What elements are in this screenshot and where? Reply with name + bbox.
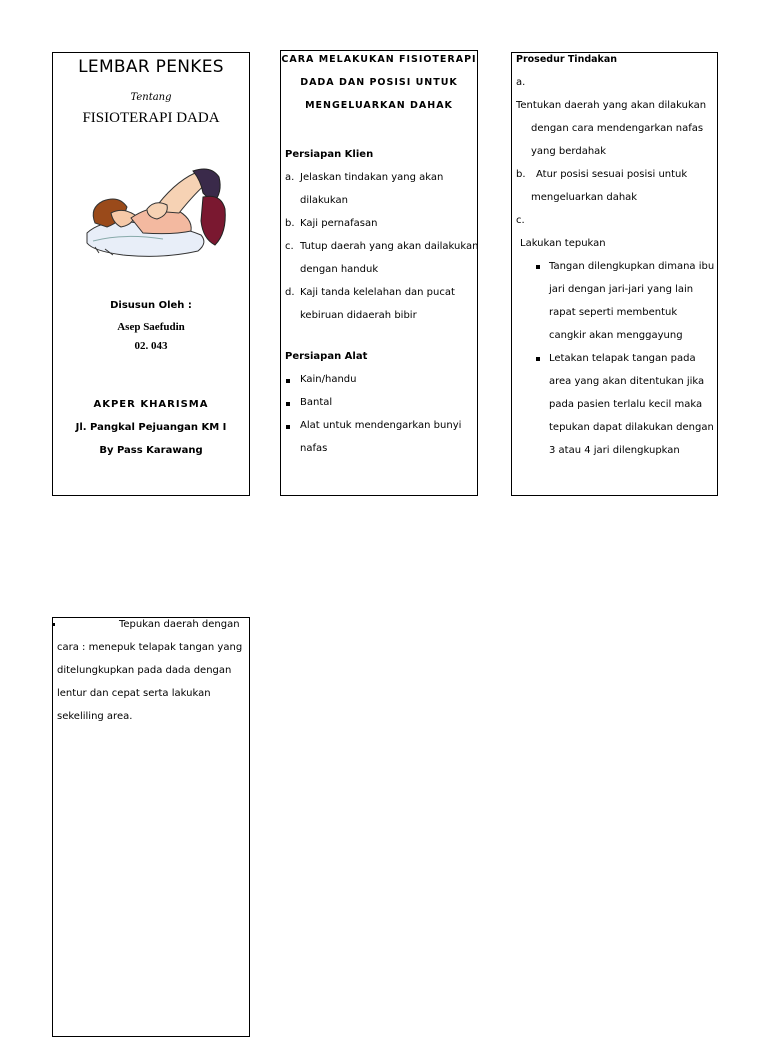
list-text: Kain/handu — [300, 374, 357, 385]
step-a-text: Tentukan daerah yang akan dilakukan — [516, 100, 707, 111]
step-c-marker: c. — [516, 215, 525, 226]
continuation-text: sekeliling area. — [57, 711, 133, 722]
bullet-square-icon — [52, 623, 55, 626]
list-text: 3 atau 4 jari dilengkupkan — [549, 445, 680, 456]
leaflet-title: LEMBAR PENKES — [78, 57, 224, 77]
list-text: Tangan dilengkupkan dimana ibu — [549, 261, 715, 272]
list-text: Bantal — [300, 397, 333, 408]
bullet-square-icon — [286, 379, 290, 383]
author-name: Asep Saefudin — [117, 321, 185, 333]
continuation-text: Tepukan daerah dengan — [119, 619, 240, 630]
leaflet-subject: FISIOTERAPI DADA — [82, 110, 220, 126]
list-text: Letakan telapak tangan pada — [549, 353, 696, 364]
tentang-label: Tentang — [130, 92, 172, 103]
physiotherapy-clipart — [83, 163, 228, 263]
step-b-text: mengeluarkan dahak — [531, 192, 638, 203]
cover-panel — [52, 52, 250, 496]
step-b-marker: b. — [516, 169, 526, 180]
continuation-text: lentur dan cepat serta lakukan — [57, 688, 211, 699]
list-text: Kaji pernafasan — [300, 218, 378, 229]
list-marker: a. — [285, 172, 295, 183]
step-a-marker: a. — [516, 77, 526, 88]
continuation-panel — [52, 617, 250, 1037]
procedure-heading-line2: DADA DAN POSISI UNTUK — [300, 77, 458, 88]
prosedur-tindakan-heading: Prosedur Tindakan — [516, 54, 618, 65]
preparation-panel — [280, 50, 478, 496]
list-marker: c. — [285, 241, 294, 252]
procedure-heading-line3: MENGELUARKAN DAHAK — [305, 100, 453, 111]
list-text: dilakukan — [300, 195, 348, 206]
list-text: dengan handuk — [300, 264, 379, 275]
list-text: Jelaskan tindakan yang akan — [300, 172, 444, 183]
step-c-text: Lakukan tepukan — [520, 238, 606, 249]
bullet-square-icon — [536, 357, 540, 361]
continuation-text: cara : menepuk telapak tangan yang — [57, 642, 243, 653]
institution-address-line1: Jl. Pangkal Pejuangan KM I — [75, 422, 227, 433]
step-a-text: dengan cara mendengarkan nafas — [531, 123, 704, 134]
procedure-heading-line1: CARA MELAKUKAN FISIOTERAPI — [281, 54, 477, 65]
persiapan-alat-heading: Persiapan Alat — [285, 351, 368, 362]
list-text: pada pasien terlalu kecil maka — [549, 399, 703, 410]
list-text: Alat untuk mendengarkan bunyi — [300, 420, 462, 431]
step-b-text: Atur posisi sesuai posisi untuk — [536, 169, 688, 180]
list-text: area yang akan ditentukan jika — [549, 376, 705, 387]
list-text: tepukan dapat dilakukan dengan — [549, 422, 714, 433]
list-text: jari dengan jari-jari yang lain — [549, 284, 694, 295]
bullet-square-icon — [536, 265, 540, 269]
list-marker: d. — [285, 287, 295, 298]
author-id: 02. 043 — [134, 340, 168, 352]
disusun-oleh-label: Disusun Oleh : — [110, 300, 192, 311]
step-a-text: yang berdahak — [531, 146, 607, 157]
institution-address-line2: By Pass Karawang — [99, 445, 203, 456]
institution-name: AKPER KHARISMA — [93, 399, 209, 410]
list-text: cangkir akan menggayung — [549, 330, 683, 341]
bullet-square-icon — [286, 402, 290, 406]
list-text: Kaji tanda kelelahan dan pucat — [300, 287, 455, 298]
list-text: kebiruan didaerah bibir — [300, 310, 417, 321]
bullet-square-icon — [286, 425, 290, 429]
list-text: Tutup daerah yang akan dailakukan — [300, 241, 479, 252]
continuation-text: ditelungkupkan pada dada dengan — [57, 665, 232, 676]
list-marker: b. — [285, 218, 295, 229]
procedure-panel — [511, 52, 718, 496]
list-text: rapat seperti membentuk — [549, 307, 678, 318]
list-text: nafas — [300, 443, 328, 454]
persiapan-klien-heading: Persiapan Klien — [285, 149, 374, 160]
